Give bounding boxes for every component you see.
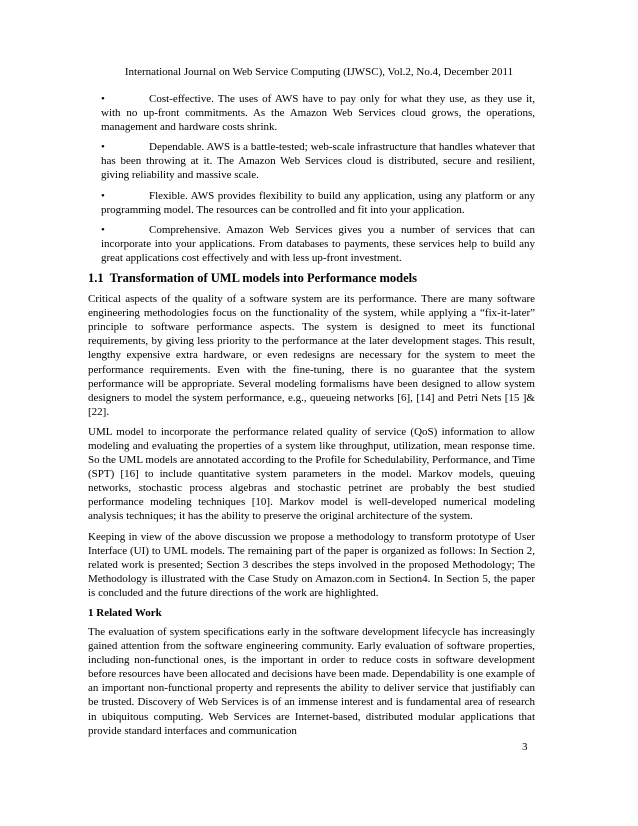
bullet-text: Cost-effective. The uses of AWS have to pay only for what they use, as they use it, with no up-front commitments. As the Amazon Web Services cloud grows, the operations, management and hardware costs shrink. [101, 93, 535, 134]
paragraph-related-work: The evaluation of system specifications early in the software development lifecycle has increasingly gained attention from the software engineering community. Early evaluation of software properties, including non-functional ones, is the important in order to reduce costs in software development before resources have been allocated and decisions have been made. Dependability is one example of an important non-functional property and represents the ability to deliver service that justifiably can be trusted. Discovery of Web Services is of an immense interest and is fundamental area of research in ubiquitous computing. Web Services are Internet-based, distributed modular applications that provide standard interfaces and communication [88, 626, 535, 737]
paragraph-methodology: Keeping in view of the above discussion we propose a methodology to transform prototype of User Interface (UI) to UML models. The remaining part of the paper is organized as follows: In Section 2, related work is presented; Section 3 describes the steps involved in the proposed Methodology; The Methodology is illustrated with the Case Study on Amazon.com in Section4. In Section 5, the paper is concluded and the future directions of the work are highlighted. [88, 530, 535, 599]
bullet-marker: • [101, 93, 105, 105]
bullet-marker: • [101, 189, 105, 202]
paragraph-performance: Critical aspects of the quality of a software system are its performance. There are many software engineering methodologies focus on the functionality of the system, while applying a “fix-it-later” principle to software performance aspects. The system is designed to meet its functional requirements, by giving less priority to the performance at the later development stages. This result, lengthy expensive extra hardware, or even redesigns are necessary for the system to meet the performance requirements. Even with the fine-tuning, there is no guarantee that the system performance will be appropriate. Several modeling formalisms have been designed to allow system designers to model the system performance, e.g., queueing networks [6], [14] and Petri Nets [15 ]& [22]. [88, 293, 535, 418]
bullet-item-flexible [88, 189, 535, 217]
page-number: 3 [522, 741, 528, 753]
section-title: Transformation of UML models into Performance models [109, 271, 417, 286]
bullet-item-dependable [88, 140, 535, 182]
bullet-text: Flexible. AWS provides flexibility to build any application, using any platform or any programming model. The resources can be controlled and fit into your application. [101, 189, 535, 216]
page-body [88, 92, 535, 744]
bullet-item-cost-effective [88, 92, 535, 134]
bullet-marker: • [101, 223, 105, 236]
section-number: 1.1 [88, 271, 104, 286]
bullet-item-comprehensive [88, 223, 535, 265]
running-header: International Journal on Web Service Computing (IJWSC), Vol.2, No.4, December 2011 [124, 66, 514, 78]
bullet-text: Dependable. AWS is a battle-tested; web-scale infrastructure that handles whatever that has been throwing at it. The Amazon Web Services cloud is distributed, secure and resilient, giving reliability and massive scale. [101, 141, 535, 182]
subsection-heading: 1 Related Work [88, 607, 162, 619]
bullet-marker: • [101, 141, 105, 154]
paragraph-uml-qos: UML model to incorporate the performance related quality of service (QoS) information to allow modeling and evaluating the properties of a system like throughput, utilization, mean response time. So the UML models are annotated according to the Profile for Schedulability, Performance, and Time (SPT) [16] to include quantitative system parameters in the model. Markov models, queuing networks, stochastic process algebras and stochastic petrinet are probably the best studied performance modeling techniques [10]. Markov model is well-developed numerical modeling analysis techniques; it has the ability to preserve the original architecture of the system. [88, 425, 535, 523]
bullet-text: Comprehensive. Amazon Web Services gives you a number of services that can incorporate into your applications. From databases to payments, these services help to build any great applications cost effectively and with less up-front investment. [101, 223, 535, 264]
section-heading [88, 271, 535, 286]
